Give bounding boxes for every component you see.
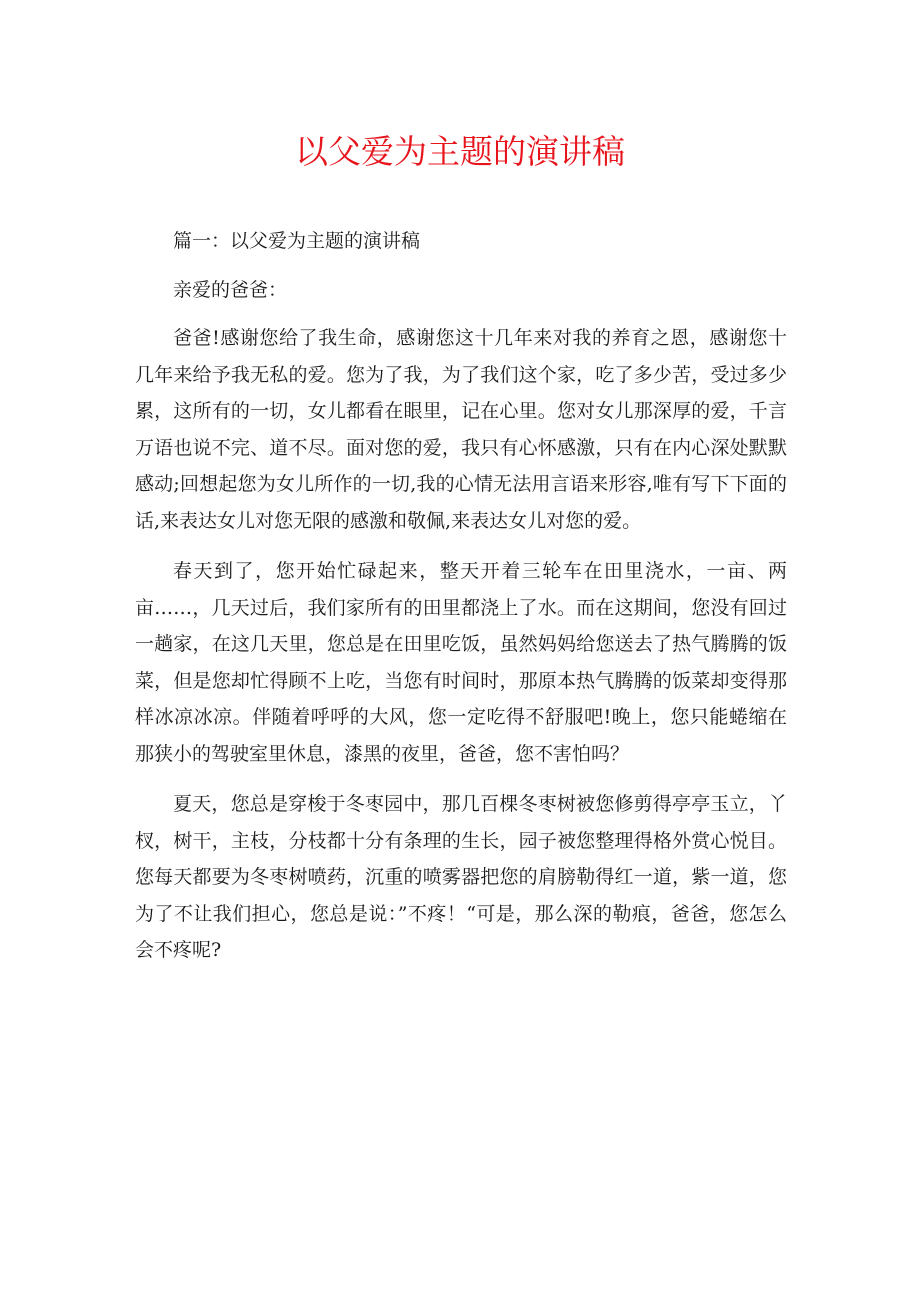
section-heading: 篇一：以父爱为主题的演讲稿: [173, 230, 421, 252]
paragraph: 春天到了，您开始忙碌起来，整天开着三轮车在田里浇水，一亩、两亩……，几天过后，我们家所有的田里都浇上了水。而在这期间，您没有回过一趟家，在这几天里，您总是在田里吃饭，虽然妈妈给您送去了热气腾腾的饭菜，但是您却忙得顾不上吃，当您有时间时，那原本热气腾腾的饭菜却变得那样冰凉冰凉。伴随着呼呼的大风，您一定吃得不舒服吧!晚上，您只能蜷缩在那狭小的驾驶室里休息，漆黑的夜里，爸爸，您不害怕吗？: [135, 560, 787, 765]
document-title: 以父爱为主题的演讲稿: [295, 132, 625, 171]
document-body: [135, 223, 787, 969]
salutation: 亲爱的爸爸：: [173, 278, 288, 301]
paragraph: 夏天，您总是穿梭于冬枣园中，那几百棵冬枣树被您修剪得亭亭玉立，丫杈，树干，主枝，分枝都十分有条理的生长，园子被您整理得格外赏心悦目。您每天都要为冬枣树喷药，沉重的喷雾器把您的肩膀勒得红一道，紫一道，您为了不让我们担心，您总是说：”不疼！“可是，那么深的勒痕，爸爸，您怎么会不疼呢?: [135, 793, 787, 961]
paragraph: 爸爸!感谢您给了我生命，感谢您这十几年来对我的养育之恩，感谢您十几年来给予我无私的爱。您为了我，为了我们这个家，吃了多少苦，受过多少累，这所有的一切，女儿都看在眼里，记在心里。您对女儿那深厚的爱，千言万语也说不完、道不尽。面对您的爱，我只有心怀感激，只有在内心深处默默感动;回想起您为女儿所作的一切,我的心情无法用言语来形容,唯有写下下面的话,来表达女儿对您无限的感激和敬佩,来表达女儿对您的爱。: [135, 327, 787, 532]
